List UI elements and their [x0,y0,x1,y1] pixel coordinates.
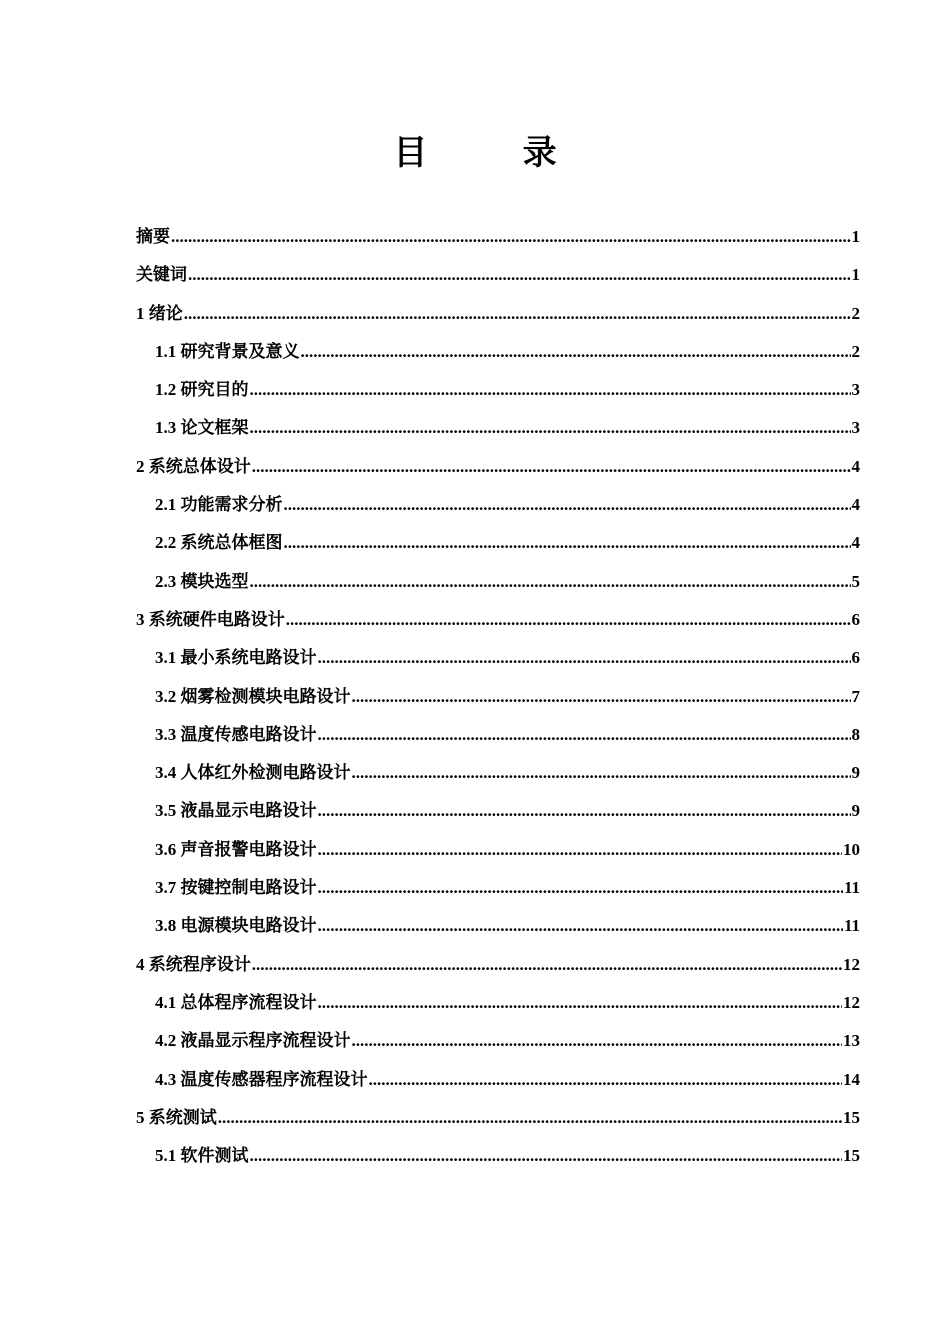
toc-leader-dots [286,601,851,639]
toc-entry-label: 摘要 [136,227,170,246]
toc-entry-page-number: 4 [851,533,860,553]
toc-entry-page-number: 11 [843,878,860,898]
toc-entry-page-number: 1 [851,227,860,246]
toc-entry[interactable] [136,907,860,945]
toc-leader-dots [184,295,851,333]
toc-entry[interactable] [136,371,860,409]
toc-entry-page-number: 9 [851,801,860,821]
toc-leader-dots [284,486,851,524]
toc-leader-dots [318,831,843,869]
toc-entry[interactable] [136,678,860,716]
toc-entry-label: 关键词 [136,265,187,285]
toc-entry[interactable] [136,524,860,562]
toc-entry-page-number: 15 [843,1146,860,1166]
toc-entry[interactable] [136,486,860,524]
toc-entry[interactable] [136,601,860,639]
toc-entry-label: 3.7 按键控制电路设计 [155,878,317,898]
toc-entry-page-number: 1 [851,265,860,285]
toc-entry[interactable] [136,1099,860,1137]
toc-entry-label: 3.2 烟雾检测模块电路设计 [155,686,351,706]
toc-entry-label: 1.1 研究背景及意义 [155,341,300,361]
toc-leader-dots [250,1137,843,1175]
toc-leader-dots [250,371,851,409]
toc-leader-dots [318,716,851,754]
toc-entry-page-number: 4 [851,495,860,515]
toc-entry-page-number: 11 [843,916,860,936]
toc-entry[interactable] [136,448,860,486]
toc-entry-label: 3.4 人体红外检测电路设计 [155,763,351,783]
toc-entry-label: 4.3 温度传感器程序流程设计 [155,1069,368,1089]
toc-entry-label: 4.1 总体程序流程设计 [155,992,317,1012]
toc-entry[interactable] [136,563,860,601]
toc-leader-dots [188,256,851,294]
toc-entry-label: 3.8 电源模块电路设计 [155,916,317,936]
toc-entry-page-number: 3 [851,380,860,400]
toc-entry-label: 3 系统硬件电路设计 [136,609,285,629]
toc-entry-page-number: 3 [851,418,860,438]
toc-entry-page-number: 10 [843,839,860,859]
toc-entry[interactable] [136,792,860,830]
toc-leader-dots [218,1099,842,1137]
toc-entry-label: 3.1 最小系统电路设计 [155,648,317,668]
toc-leader-dots [318,792,851,830]
toc-leader-dots [318,907,843,945]
toc-entry-label: 5 系统测试 [136,1107,217,1127]
toc-leader-dots [369,1061,843,1099]
toc-entry[interactable] [136,946,860,984]
toc-entry[interactable] [136,218,860,256]
toc-entry-page-number: 6 [851,648,860,668]
toc-entry-page-number: 2 [851,341,860,361]
toc-entry[interactable] [136,295,860,333]
toc-entry-label: 2.3 模块选型 [155,571,249,591]
toc-entry[interactable] [136,256,860,294]
toc-entry-page-number: 15 [843,1107,860,1127]
toc-entry[interactable] [136,716,860,754]
toc-entry-page-number: 14 [843,1069,860,1089]
toc-leader-dots [171,218,851,256]
toc-entry-label: 1.3 论文框架 [155,418,249,438]
toc-leader-dots [252,946,842,984]
toc-entry-label: 1.2 研究目的 [155,380,249,400]
toc-entry-page-number: 8 [851,724,860,744]
toc-leader-dots [352,754,851,792]
toc-entry[interactable] [136,869,860,907]
toc-leader-dots [250,409,851,447]
toc-entry-label: 3.3 温度传感电路设计 [155,724,317,744]
toc-entry[interactable] [136,984,860,1022]
toc-leader-dots [301,333,851,371]
table-of-contents [136,218,860,1175]
toc-leader-dots [318,984,843,1022]
toc-entry[interactable] [136,1137,860,1175]
toc-entry-label: 5.1 软件测试 [155,1146,249,1166]
toc-leader-dots [352,678,851,716]
toc-entry-page-number: 12 [843,954,860,974]
toc-entry-page-number: 4 [851,456,860,476]
toc-entry-page-number: 6 [851,609,860,629]
toc-entry-page-number: 7 [851,686,860,706]
toc-entry-label: 2.2 系统总体框图 [155,533,283,553]
toc-entry[interactable] [136,639,860,677]
toc-entry-label: 3.5 液晶显示电路设计 [155,801,317,821]
toc-leader-dots [318,869,843,907]
toc-leader-dots [284,524,851,562]
toc-entry-page-number: 13 [843,1031,860,1051]
toc-leader-dots [250,563,851,601]
toc-entry[interactable] [136,754,860,792]
toc-leader-dots [318,639,851,677]
toc-leader-dots [352,1022,843,1060]
toc-entry[interactable] [136,1022,860,1060]
toc-entry-label: 2.1 功能需求分析 [155,495,283,515]
toc-entry[interactable] [136,1061,860,1099]
toc-entry-page-number: 5 [851,571,860,591]
toc-entry-page-number: 9 [851,763,860,783]
toc-entry[interactable] [136,831,860,869]
toc-entry-label: 4 系统程序设计 [136,954,251,974]
toc-entry-page-number: 12 [843,992,860,1012]
toc-entry-label: 2 系统总体设计 [136,456,251,476]
toc-entry-label: 3.6 声音报警电路设计 [155,839,317,859]
toc-entry-label: 1 绪论 [136,303,183,323]
toc-entry[interactable] [136,333,860,371]
toc-leader-dots [252,448,851,486]
toc-entry-page-number: 2 [851,303,860,323]
toc-entry[interactable] [136,409,860,447]
toc-title: 目 录 [393,133,588,173]
toc-entry-label: 4.2 液晶显示程序流程设计 [155,1031,351,1051]
